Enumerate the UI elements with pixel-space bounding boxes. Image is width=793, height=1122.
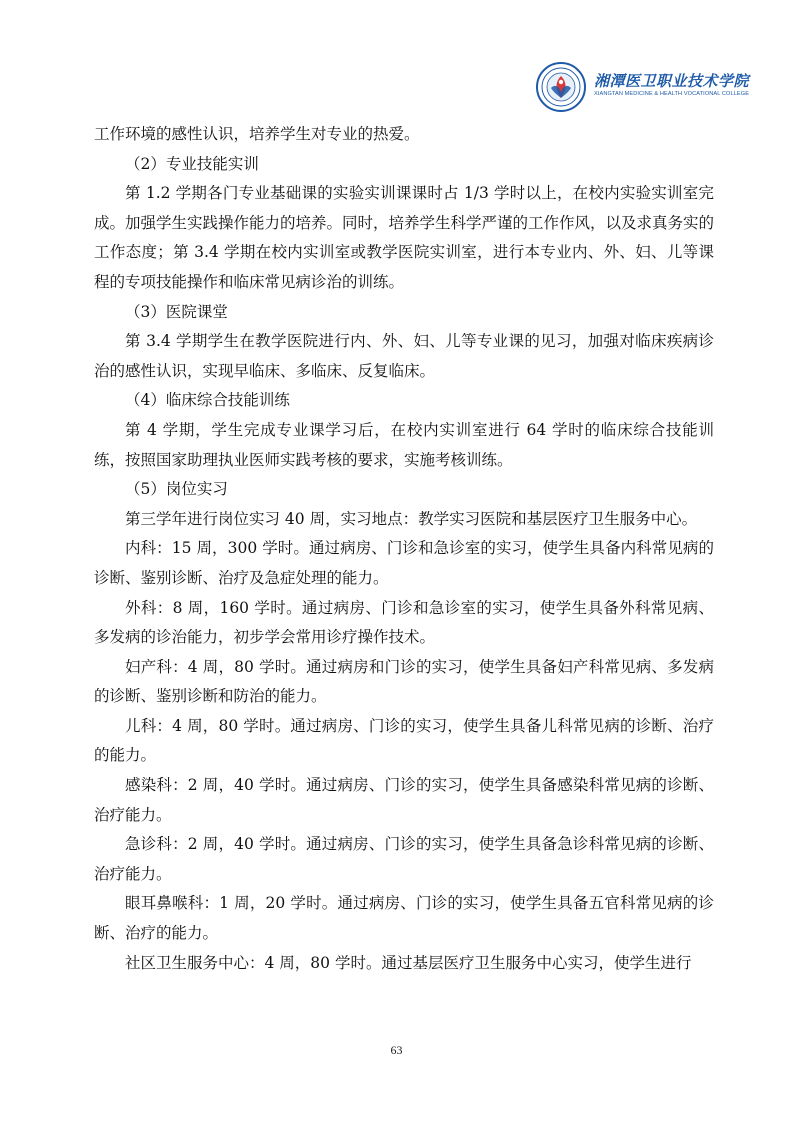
paragraph-infectious-disease: 感染科：2 周，40 学时。通过病房、门诊的实习，使学生具备感染科常见病的诊断、治疗能力。 bbox=[94, 776, 714, 824]
section-heading: （2）专业技能实训 bbox=[125, 154, 259, 173]
paragraph: 第 3.4 学期学生在教学医院进行内、外、妇、儿等专业课的见习，加强对临床疾病诊治的感性认识，实现早临床、多临床、反复临床。 bbox=[94, 332, 714, 380]
page-number: 63 bbox=[390, 1043, 403, 1057]
paragraph-community-health: 社区卫生服务中心：4 周，80 学时。通过基层医疗卫生服务中心实习，使学生进行 bbox=[125, 953, 692, 972]
paragraph-pediatrics: 儿科：4 周，80 学时。通过病房、门诊的实习，使学生具备儿科常见病的诊断、治疗的能力。 bbox=[94, 716, 714, 765]
paragraph-surgery: 外科：8 周，160 学时。通过病房、门诊和急诊室的实习，使学生具备外科常见病、多发病的诊治能力，初步学会常用诊疗操作技术。 bbox=[94, 598, 714, 647]
section-heading: （3）医院课堂 bbox=[125, 302, 228, 321]
paragraph-continuation: 工作环境的感性认识，培养学生对专业的热爱。 bbox=[94, 125, 420, 143]
section-heading: （4）临床综合技能训练 bbox=[125, 391, 290, 410]
paragraph: 第三学年进行岗位实习 40 周，实习地点：教学实习医院和基层医疗卫生服务中心。 bbox=[125, 509, 698, 528]
paragraph: 第 4 学期，学生完成专业课学习后，在校内实训室进行 64 学时的临床综合技能训练，按照国家助理执业医师实践考核的要求，实施考核训练。 bbox=[94, 420, 714, 469]
college-name-en: XIANGTAN MEDICINE & HEALTH VOCATIONAL COLLEGE bbox=[594, 91, 750, 97]
paragraph-obstetrics-gynecology: 妇产科：4 周，80 学时。通过病房和门诊的实习，使学生具备妇产科常见病、多发病的诊断、鉴别诊断和防治的能力。 bbox=[94, 657, 714, 706]
body-text bbox=[94, 120, 714, 978]
college-name-cn: 湘潭医卫职业技术学院 bbox=[594, 72, 750, 90]
college-emblem-icon bbox=[536, 62, 586, 112]
section-heading: （5）岗位实习 bbox=[125, 480, 228, 499]
college-logo bbox=[536, 62, 750, 114]
paragraph-internal-medicine: 内科：15 周，300 学时。通过病房、门诊和急诊室的实习，使学生具备内科常见病的诊断、鉴别诊断、治疗及急症处理的能力。 bbox=[94, 539, 714, 587]
paragraph-ent-ophthalmology: 眼耳鼻喉科：1 周，20 学时。通过病房、门诊的实习，使学生具备五官科常见病的诊断、治疗的能力。 bbox=[94, 894, 714, 943]
paragraph-emergency: 急诊科：2 周，40 学时。通过病房、门诊的实习，使学生具备急诊科常见病的诊断、治疗能力。 bbox=[94, 835, 714, 883]
paragraph: 第 1.2 学期各门专业基础课的实验实训课课时占 1/3 学时以上，在校内实验实训室完成。加强学生实践操作能力的培养。同时，培养学生科学严谨的工作作风，以及求真务实的工作态度；第 3.4 学期在校内实训室或教学医院实训室，进行本专业内、外、妇、儿等课程的专项技能操作和临床常见病诊治的训练。 bbox=[94, 184, 715, 291]
